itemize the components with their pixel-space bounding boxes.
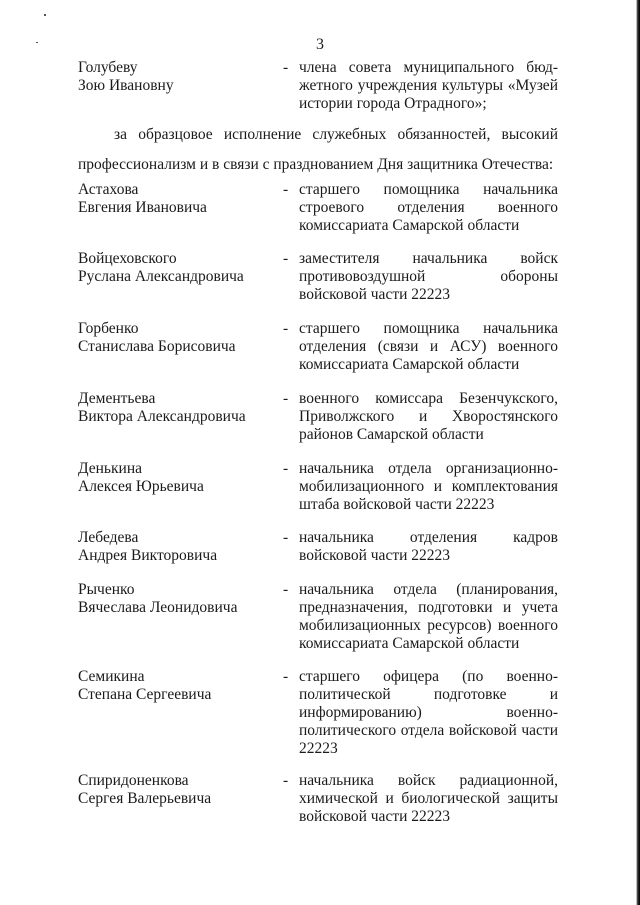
dash-separator: - xyxy=(283,59,289,76)
position-line: истории города Отрадного»; xyxy=(299,95,487,112)
given-names: Алексея Юрьевича xyxy=(78,478,204,495)
given-names: Сергея Валерьевича xyxy=(78,790,212,807)
position-text xyxy=(299,59,558,113)
position-text xyxy=(299,529,558,565)
given-names: Зою Ивановну xyxy=(78,77,174,94)
position-line: старшего помощника начальника xyxy=(299,181,558,198)
position-line: мобилизационного и комплектования xyxy=(299,478,558,495)
position-line: информированию) военно- xyxy=(299,704,558,721)
position-line: 22223 xyxy=(299,740,338,757)
dash-separator: - xyxy=(283,390,289,407)
person-name xyxy=(78,320,278,356)
surname: Спиридоненкова xyxy=(78,772,189,789)
position-line: районов Самарской области xyxy=(299,426,484,443)
position-line: химической и биологической защиты xyxy=(299,790,558,807)
dash-separator: - xyxy=(283,772,289,789)
position-line: штаба войсковой части 22223 xyxy=(299,496,495,513)
position-text xyxy=(299,772,558,826)
dash-separator: - xyxy=(283,320,289,337)
given-names: Евгения Ивановича xyxy=(78,199,207,216)
surname: Войцеховского xyxy=(78,250,177,267)
position-line: политического отдела войсковой части xyxy=(299,722,558,739)
position-line: отделения (связи и АСУ) военного xyxy=(299,338,558,355)
position-text xyxy=(299,250,558,304)
given-names: Руслана Александровича xyxy=(78,268,244,285)
position-line: строевого отделения военного xyxy=(299,199,558,216)
position-line: жетного учреждения культуры «Музей xyxy=(299,77,558,94)
position-line: предназначения, подготовки и учета xyxy=(299,599,558,616)
surname: Рыченко xyxy=(78,581,135,598)
position-line: начальника отдела организационно- xyxy=(299,460,558,477)
position-text xyxy=(299,460,558,514)
position-line: войсковой части 22223 xyxy=(299,808,451,825)
position-line: военного комиссара Безенчукского, xyxy=(299,390,558,407)
surname: Денькина xyxy=(78,460,143,477)
given-names: Степана Сергеевича xyxy=(78,686,212,703)
person-name xyxy=(78,59,278,95)
dash-separator: - xyxy=(283,668,289,685)
surname: Лебедева xyxy=(78,529,139,546)
position-line: войсковой части 22223 xyxy=(299,547,451,564)
person-name xyxy=(78,390,278,426)
position-line: начальника отдела (планирования, xyxy=(299,581,558,598)
dash-separator: - xyxy=(283,181,289,198)
position-text xyxy=(299,181,558,235)
person-name xyxy=(78,529,278,565)
given-names: Вячеслава Леонидовича xyxy=(78,599,238,616)
position-line: мобилизационных ресурсов) военного xyxy=(299,617,558,634)
given-names: Виктора Александровича xyxy=(78,408,246,425)
dash-separator: - xyxy=(283,250,289,267)
person-name xyxy=(78,181,278,217)
position-line: Приволжского и Хворостянского xyxy=(299,408,558,425)
surname: Голубеву xyxy=(78,59,138,76)
position-line: войсковой части 22223 xyxy=(299,286,451,303)
given-names: Станислава Борисовича xyxy=(78,338,236,355)
intro-line: за образцовое исполнение служебных обязанностей, высокий xyxy=(114,126,558,143)
position-line: начальника войск радиационной, xyxy=(299,772,558,789)
dash-separator: - xyxy=(283,581,289,598)
position-line: противовоздушной обороны xyxy=(299,268,558,285)
position-text xyxy=(299,320,558,374)
person-name xyxy=(78,460,278,496)
position-line: комиссариата Самарской области xyxy=(299,635,520,652)
surname: Семикина xyxy=(78,668,145,685)
scan-speck xyxy=(44,14,46,16)
person-name xyxy=(78,250,278,286)
dash-separator: - xyxy=(283,460,289,477)
person-name xyxy=(78,668,278,704)
intro-line: профессионализм и в связи с празднованием Дня защитника Отечества: xyxy=(78,156,554,173)
given-names: Андрея Викторовича xyxy=(78,547,218,564)
position-line: начальника отделения кадров xyxy=(299,529,558,546)
surname: Горбенко xyxy=(78,320,139,337)
position-text xyxy=(299,668,558,758)
position-line: политической подготовке и xyxy=(299,686,558,703)
surname: Дементьева xyxy=(78,390,156,407)
position-line: заместителя начальника войск xyxy=(299,250,558,267)
position-line: комиссариата Самарской области xyxy=(299,217,520,234)
scan-edge-shadow xyxy=(636,0,640,905)
page-number: 3 xyxy=(316,36,324,53)
person-name xyxy=(78,581,278,617)
person-name xyxy=(78,772,278,808)
position-line: члена совета муниципального бюд- xyxy=(299,59,558,76)
position-text xyxy=(299,390,558,444)
surname: Астахова xyxy=(78,181,139,198)
dash-separator: - xyxy=(283,529,289,546)
position-line: комиссариата Самарской области xyxy=(299,356,520,373)
position-line: старшего помощника начальника xyxy=(299,320,558,337)
position-text xyxy=(299,581,558,653)
position-line: старшего офицера (по военно- xyxy=(299,668,558,685)
